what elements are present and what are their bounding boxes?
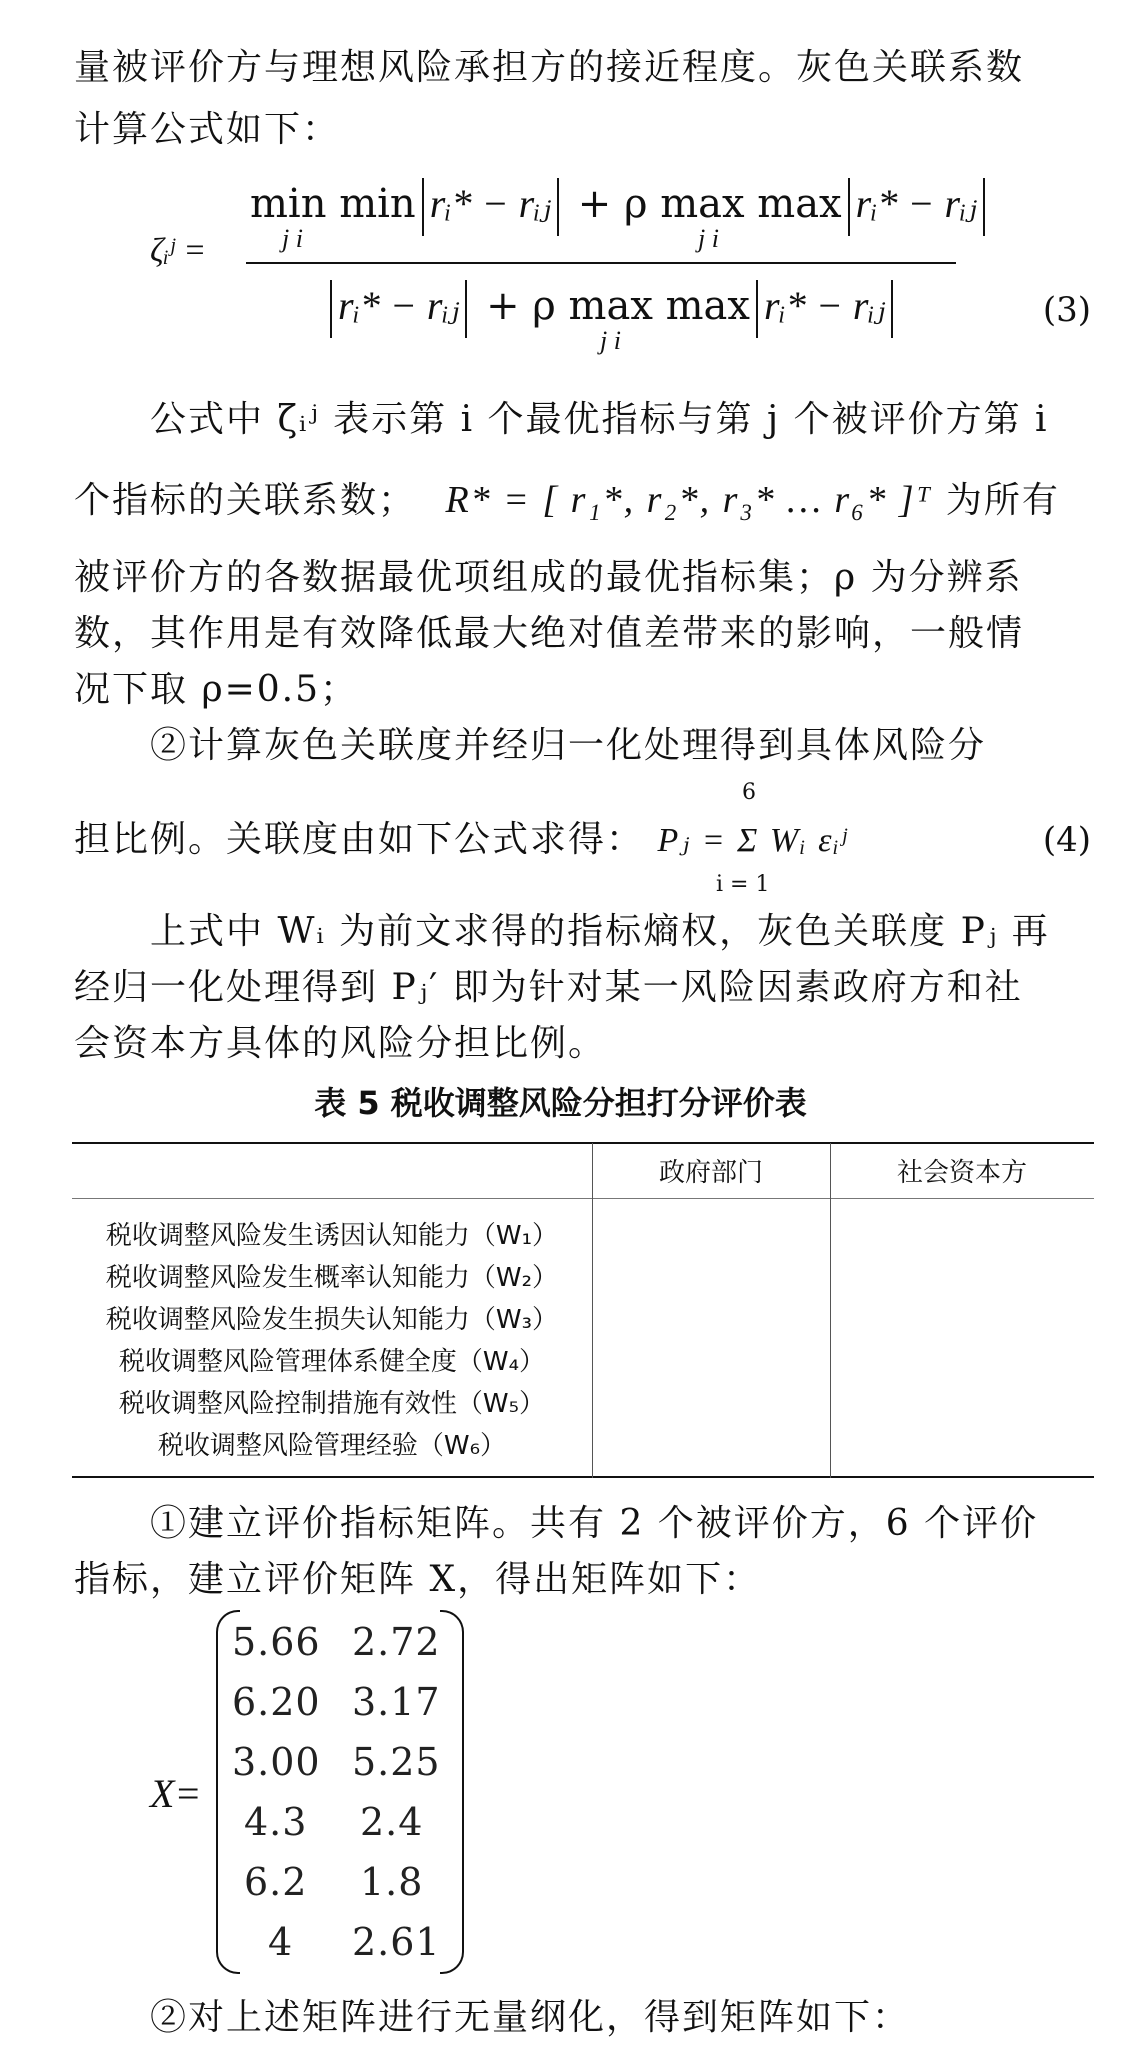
body-text-line bbox=[74, 818, 1094, 863]
matrix-cell: 5.66 bbox=[232, 1620, 321, 1664]
body-text-line: 上式中 Wᵢ 为前文求得的指标熵权，灰色关联度 Pⱼ 再 bbox=[150, 911, 1050, 952]
body-text: 担比例。关联度由如下公式求得： bbox=[74, 819, 645, 860]
table-row-label: 税收调整风险发生概率认知能力（W₂） bbox=[105, 1263, 559, 1293]
formula-subscripts: j i bbox=[282, 224, 303, 253]
table-title: 表 5 税收调整风险分担打分评价表 bbox=[314, 1084, 807, 1122]
matrix-cell: 4 bbox=[268, 1920, 294, 1964]
optimal-set-formula: R* = [ r₁*, r₂*, r₃* … r₆* ]ᵀ bbox=[445, 479, 933, 521]
formula-numerator bbox=[250, 178, 991, 236]
matrix-cell: 6.20 bbox=[232, 1680, 321, 1724]
table-row-label: 税收调整风险发生诱因认知能力（W₁） bbox=[105, 1221, 559, 1251]
rho-max-operator: + ρ max max bbox=[486, 283, 750, 329]
abs-term: rᵢ* − rᵢⱼ bbox=[429, 181, 552, 226]
table-row-label: 税收调整风险控制措施有效性（W₅） bbox=[118, 1389, 546, 1419]
body-text-line: ②计算灰色关联度并经归一化处理得到具体风险分 bbox=[150, 725, 987, 766]
body-text-line: 量被评价方与理想风险承担方的接近程度。灰色关联系数 bbox=[74, 47, 1025, 88]
table-header-rule bbox=[72, 1198, 1094, 1199]
table-header-social-capital: 社会资本方 bbox=[896, 1158, 1027, 1188]
matrix-cell: 2.4 bbox=[360, 1800, 424, 1844]
body-text-line: 公式中 ζᵢʲ 表示第 i 个最优指标与第 j 个被评价方第 i bbox=[150, 399, 1049, 440]
fraction-bar bbox=[246, 262, 956, 264]
abs-term: rᵢ* − rᵢⱼ bbox=[855, 181, 977, 226]
matrix-cell: 5.25 bbox=[352, 1740, 441, 1784]
table-column-divider bbox=[830, 1143, 831, 1478]
matrix-label: X= bbox=[150, 1771, 202, 1816]
table-row-label: 税收调整风险发生损失认知能力（W₃） bbox=[105, 1305, 559, 1335]
body-text-line: 计算公式如下： bbox=[74, 109, 341, 150]
body-text-line: 经归一化处理得到 Pⱼ′ 即为针对某一风险因素政府方和社 bbox=[74, 967, 1023, 1008]
table-header-government: 政府部门 bbox=[658, 1158, 763, 1188]
equation-number: (4) bbox=[1042, 820, 1091, 860]
sum-lower-limit: i = 1 bbox=[716, 872, 770, 897]
body-text-line bbox=[74, 478, 1094, 523]
matrix-cell: 1.8 bbox=[360, 1860, 424, 1904]
body-text-line: 被评价方的各数据最优项组成的最优指标集；ρ 为分辨系 bbox=[74, 557, 1023, 598]
matrix-cell: 2.72 bbox=[352, 1620, 441, 1664]
equation-number: (3) bbox=[1042, 290, 1091, 330]
body-text: 为所有 bbox=[945, 480, 1060, 521]
body-text-line: 数，其作用是有效降低最大绝对值差带来的影响，一般情 bbox=[74, 613, 1025, 654]
matrix-left-paren bbox=[216, 1610, 240, 1974]
matrix-cell: 2.61 bbox=[352, 1920, 441, 1964]
abs-term: rᵢ* − rᵢⱼ bbox=[763, 283, 886, 328]
body-text: 个指标的关联系数； bbox=[74, 480, 417, 521]
table-row-label: 税收调整风险管理经验（W₆） bbox=[157, 1431, 507, 1461]
table-row-label: 税收调整风险管理体系健全度（W₄） bbox=[118, 1347, 546, 1377]
rho-max-operator: + ρ max max bbox=[577, 181, 842, 227]
formula-subscripts: j i bbox=[698, 224, 719, 253]
matrix-cell: 6.2 bbox=[244, 1860, 308, 1904]
body-text-line: 况下取 ρ=0.5； bbox=[74, 669, 359, 710]
body-text-line: 指标，建立评价矩阵 X，得出矩阵如下： bbox=[74, 1559, 762, 1600]
table-top-rule bbox=[72, 1142, 1094, 1144]
body-text-line: ①建立评价指标矩阵。共有 2 个被评价方，6 个评价 bbox=[150, 1503, 1039, 1544]
matrix-right-paren bbox=[440, 1610, 464, 1974]
matrix-cell: 3.17 bbox=[352, 1680, 441, 1724]
sum-upper-limit: 6 bbox=[742, 780, 756, 805]
matrix-cell: 3.00 bbox=[232, 1740, 321, 1784]
body-text-line: 会资本方具体的风险分担比例。 bbox=[74, 1023, 607, 1064]
formula-subscripts: j i bbox=[600, 326, 621, 355]
relation-degree-formula: Pⱼ = Σ Wᵢ εᵢʲ bbox=[657, 822, 849, 859]
table-column-divider bbox=[592, 1143, 593, 1478]
matrix-cell: 4.3 bbox=[244, 1800, 308, 1844]
min-min-operator: min min bbox=[250, 181, 416, 227]
table-bottom-rule bbox=[72, 1476, 1094, 1478]
formula-lhs: ζᵢʲ = bbox=[150, 232, 207, 269]
abs-term: rᵢ* − rᵢⱼ bbox=[338, 283, 460, 328]
body-text-line: ②对上述矩阵进行无量纲化，得到矩阵如下： bbox=[150, 1997, 911, 2038]
